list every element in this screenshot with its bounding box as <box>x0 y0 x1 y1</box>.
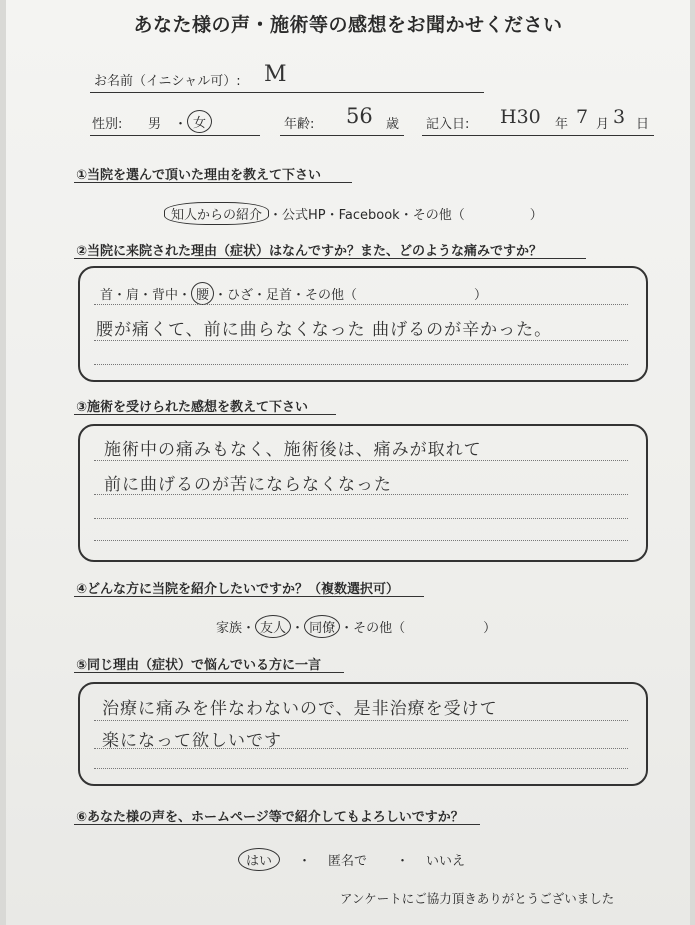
date-month: 7 <box>576 106 589 128</box>
age-value: 56 <box>346 104 373 128</box>
q6-option-no: いいえ <box>426 854 466 869</box>
gender-label: 性別: <box>92 117 123 132</box>
q2-options-before: 首・肩・背中・ <box>100 288 192 303</box>
q4-options <box>216 615 496 638</box>
q6-sep-2: ・ <box>396 854 410 869</box>
q5-heading: ⑤同じ理由（症状）で悩んでいる方に一言 <box>76 658 322 673</box>
q2-options <box>100 282 487 305</box>
date-year-unit: 年 <box>555 117 569 132</box>
q6-option-yes-circled <box>238 848 280 871</box>
q6-option-anonymous: 匿名で <box>328 854 368 869</box>
q1-options <box>164 202 543 225</box>
q6-underline <box>74 824 480 825</box>
q3-dotline-2 <box>94 494 628 495</box>
q1-underline <box>74 182 352 183</box>
q4-sep-2: ・ <box>291 621 305 636</box>
date-day-unit: 日 <box>636 117 650 132</box>
q3-dotline-3 <box>94 518 628 519</box>
q2-dotline-3 <box>94 364 628 365</box>
q2-heading: ②当院に来院された理由（症状）はなんですか？また、どのような痛みですか？ <box>76 244 543 259</box>
q1-option-rest: ・公式HP・Facebook・その他（ ） <box>269 208 543 223</box>
name-underline <box>90 92 484 93</box>
q5-underline <box>74 672 344 673</box>
q6-sep-1: ・ <box>298 854 312 869</box>
gender-separator: ・ <box>174 117 188 132</box>
q2-options-after: ・ひざ・足首・その他（ ） <box>214 288 488 303</box>
q3-dotline-1 <box>94 460 628 461</box>
age-underline <box>280 135 404 136</box>
footer-thanks: アンケートにご協力頂きありがとうございました <box>340 891 615 906</box>
q5-answer-line-2: 楽になって欲しいです <box>102 731 282 751</box>
name-label: お名前（イニシャル可）: <box>94 74 241 89</box>
gender-female-circled: 女 <box>187 110 212 133</box>
q3-answer-line-1: 施術中の痛みもなく、施術後は、痛みが取れて <box>104 440 482 460</box>
q4-heading: ④どんな方に当院を紹介したいですか？（複数選択可） <box>76 582 400 597</box>
q6-option-yes: はい <box>238 848 280 871</box>
q5-dotline-1 <box>94 720 628 721</box>
date-underline <box>422 135 654 136</box>
q3-underline <box>74 414 336 415</box>
survey-sheet <box>6 0 690 925</box>
q4-option-friend-circled: 友人 <box>255 615 291 638</box>
q5-dotline-3 <box>94 768 628 769</box>
q5-dotline-2 <box>94 748 628 749</box>
age-unit: 歳 <box>386 117 400 132</box>
q2-dotline-1 <box>94 304 628 305</box>
name-value: M <box>264 62 287 87</box>
q3-dotline-4 <box>94 540 628 541</box>
q3-answer-line-2: 前に曲げるのが苦にならなくなった <box>104 475 392 495</box>
q2-dotline-2 <box>94 340 628 341</box>
q4-underline <box>74 596 424 597</box>
gender-underline <box>90 135 260 136</box>
date-day: 3 <box>613 106 626 128</box>
q4-option-colleague-circled: 同僚 <box>304 615 340 638</box>
gender-male: 男 <box>148 117 162 132</box>
age-label: 年齢: <box>284 117 315 132</box>
q4-sep-1: ・ <box>242 621 256 636</box>
q2-option-waist-circled: 腰 <box>191 282 214 305</box>
q4-option-other: ・その他（ ） <box>340 621 497 636</box>
q4-option-family: 家族 <box>216 621 243 636</box>
q3-heading: ③施術を受けられた感想を教えて下さい <box>76 400 309 415</box>
page-title: あなた様の声・施術等の感想をお聞かせください <box>133 14 563 36</box>
q1-option-referral-circled: 知人からの紹介 <box>164 202 269 225</box>
date-month-unit: 月 <box>596 117 610 132</box>
q2-underline <box>74 258 586 259</box>
date-era: H30 <box>500 106 541 128</box>
q5-answer-line-1: 治療に痛みを伴なわないので、是非治療を受けて <box>102 699 498 719</box>
q6-heading: ⑥あなた様の声を、ホームページ等で紹介してもよろしいですか？ <box>76 810 464 825</box>
q1-heading: ①当院を選んで頂いた理由を教えて下さい <box>76 168 322 183</box>
q2-answer-line-1: 腰が痛くて、前に曲らなくなった 曲げるのが辛かった。 <box>96 320 553 340</box>
date-label: 記入日: <box>426 117 470 132</box>
